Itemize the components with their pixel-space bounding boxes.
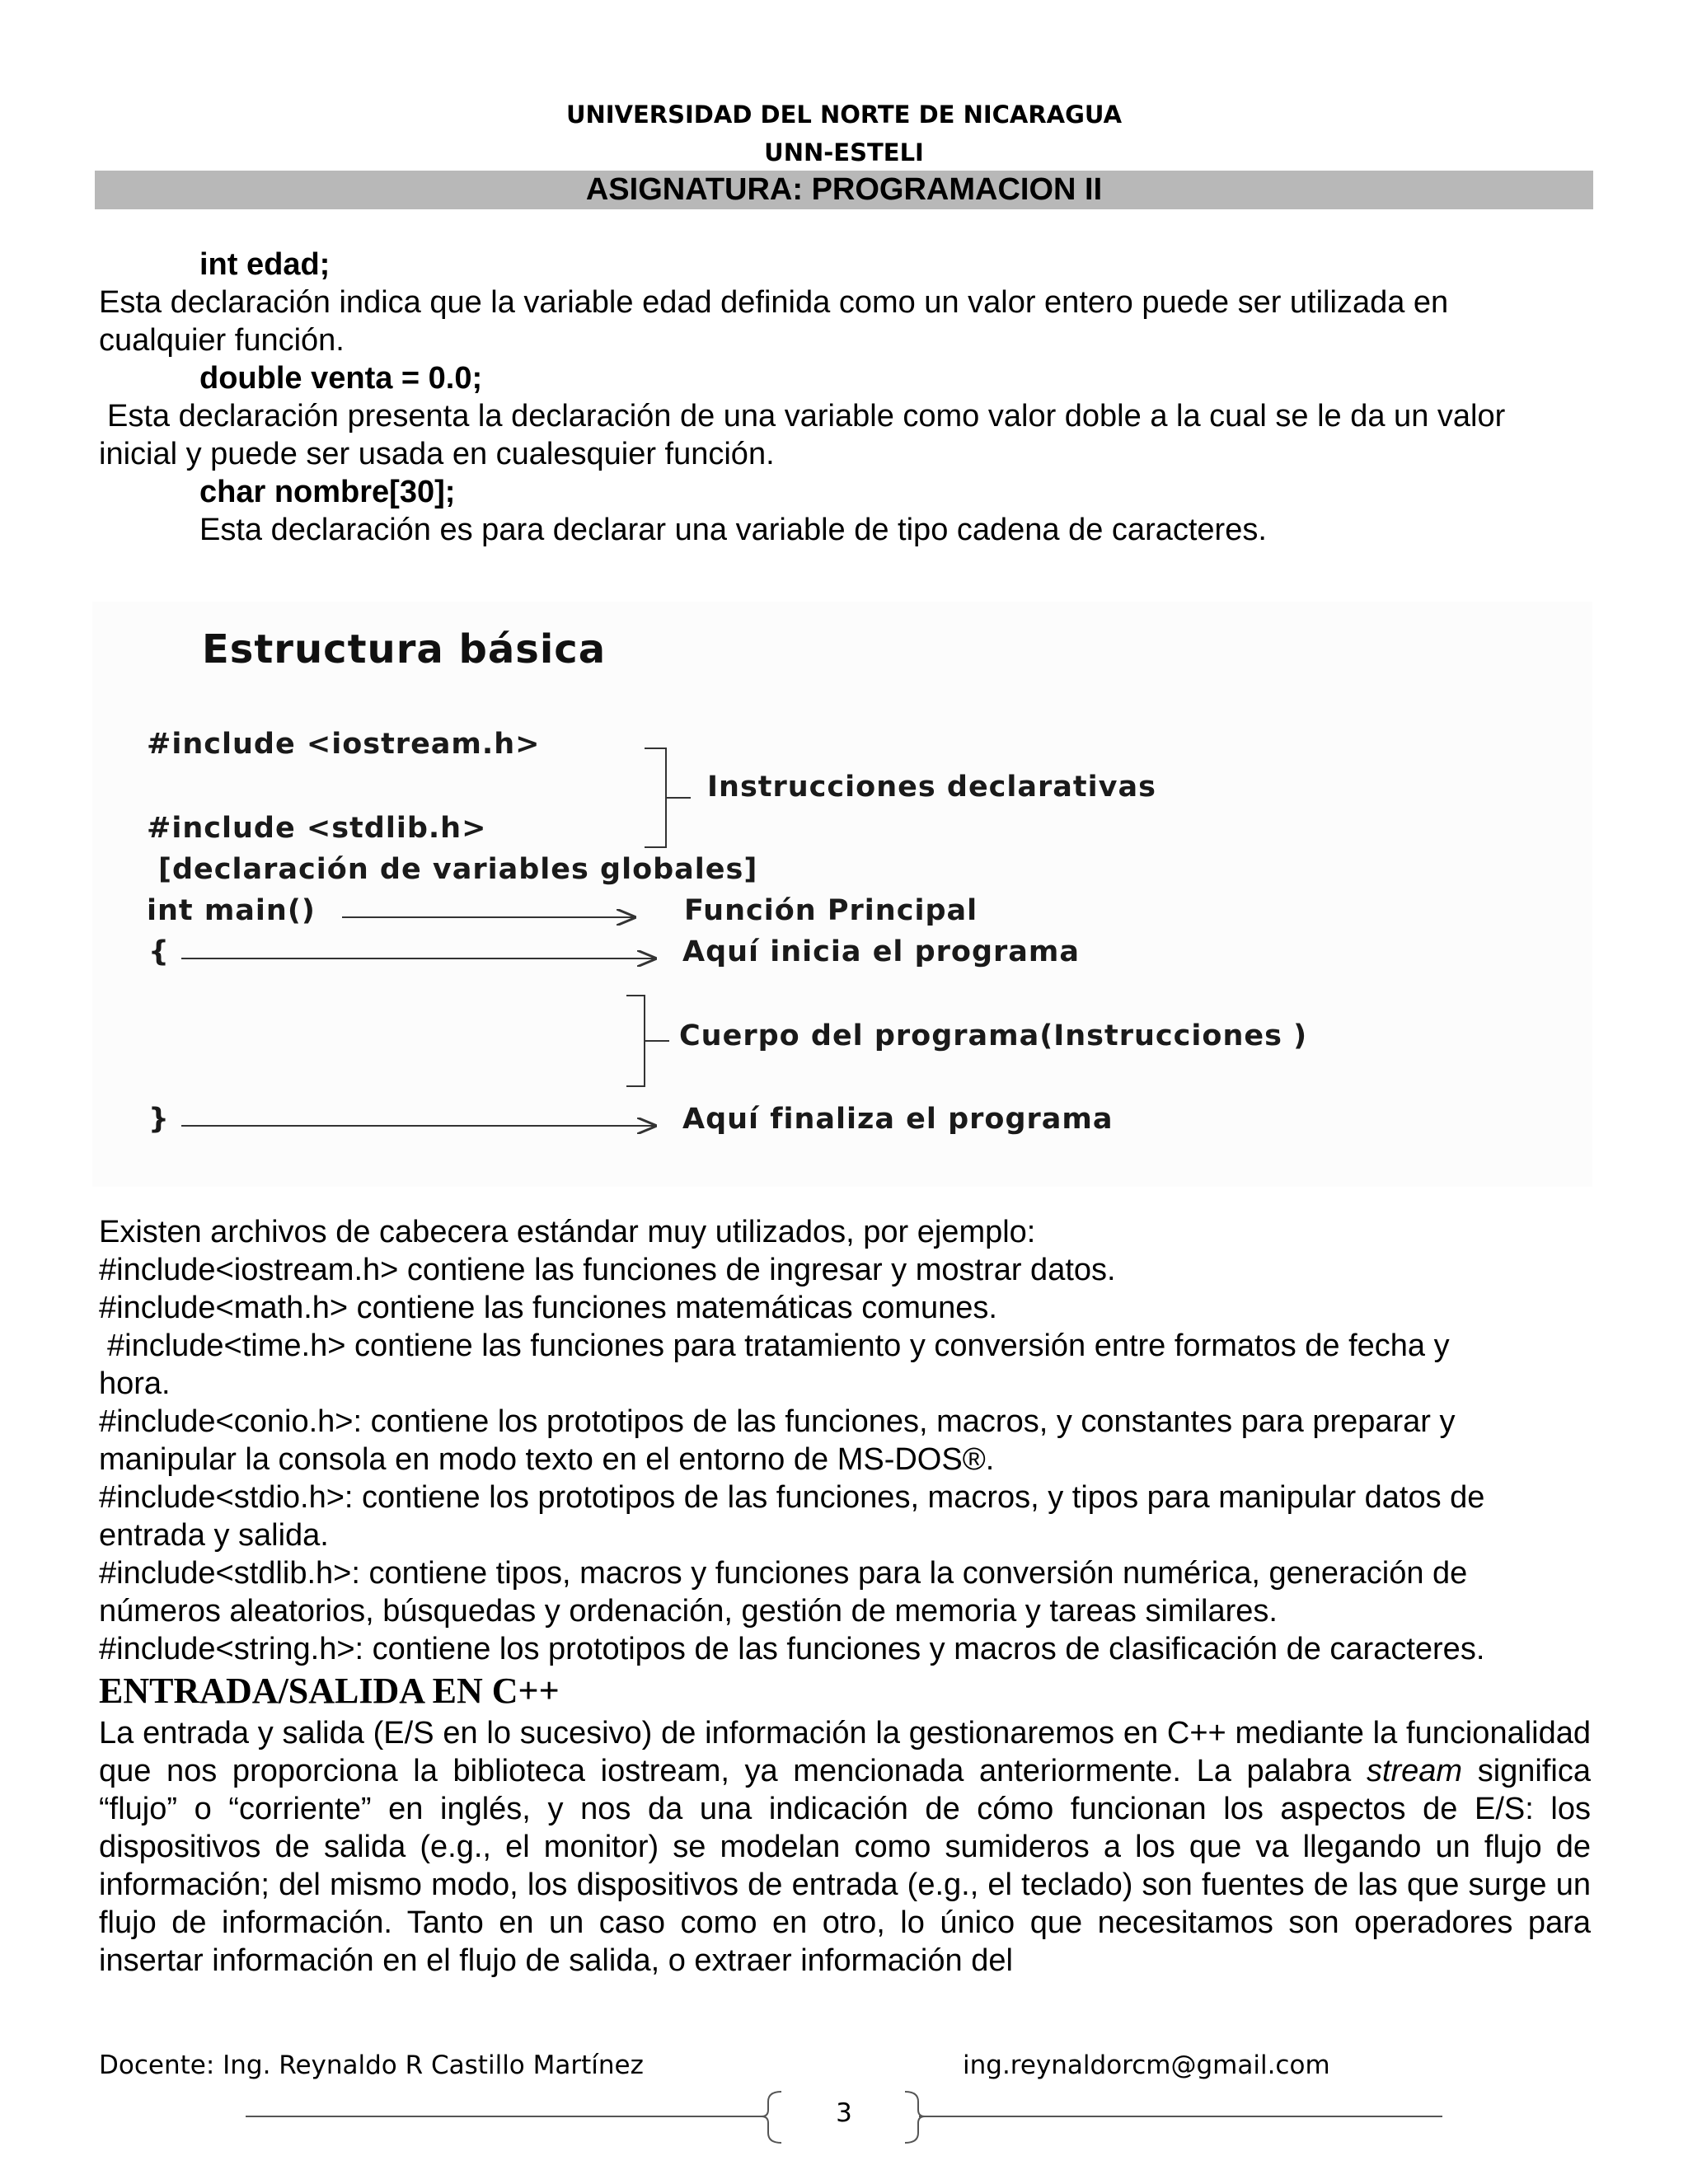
section-heading-entrada-salida: ENTRADA/SALIDA EN C++ [99,1671,560,1711]
header-stdlib-line1: #include<stdlib.h>: contiene tipos, macros y funciones para la conversión numérica, generación de [99,1556,1468,1591]
code-char-nombre: char nombre[30]; [199,475,456,509]
headers-intro: Existen archivos de cabecera estándar muy utilizados, por ejemplo: [99,1215,1036,1249]
desc-double-line2: inicial y puede ser usada en cualesquier función. [99,437,775,471]
diagram-int-main: int main() [147,894,316,927]
university-name: UNIVERSIDAD DEL NORTE DE NICARAGUA [565,101,1123,129]
code-double-venta: double venta = 0.0; [199,361,483,396]
bracket-declarativas [645,748,666,847]
diagram-connectors [0,602,1688,1195]
paragraph-part2: significa “flujo” o “corriente” en inglés, y nos da una indicación de cómo funcionan los aspectos de E/S: los dispositivos de salida (e.g., el monitor) se modelan como sumideros a los que va llegando un flujo de información; del mismo modo, los dispositivos de entrada (e.g., el teclado) son fuentes de las que surge un flujo de información. Tanto en un caso como en otro, lo único que necesitamos son operadores para insertar información en el flujo de salida, o extraer información del [99,1754,1592,1978]
header-files-section [99,1213,1591,1668]
diagram-label-cuerpo: Cuerpo del programa(Instrucciones ) [679,1019,1308,1052]
diagram-title: Estructura básica [202,626,607,673]
header-time-line2: hora. [99,1366,171,1401]
basic-structure-diagram [0,602,1688,1195]
diagram-label-funcion: Función Principal [684,894,978,927]
diagram-global-vars: [declaración de variables globales] [158,853,758,886]
code-int-edad: int edad; [199,247,331,282]
header-stdlib-line2: números aleatorios, búsquedas y ordenación, gestión de memoria y tareas similares. [99,1594,1278,1629]
diagram-open-brace: { [148,935,170,968]
diagram-label-declarativas: Instrucciones declarativas [707,771,1156,804]
right-curly-brace [905,2092,925,2143]
left-curly-brace [762,2092,781,2143]
entrada-salida-paragraph [99,1714,1591,1980]
declarations-section [99,246,1591,549]
page-number: 3 [836,2098,852,2128]
footer-email: ing.reynaldorcm@gmail.com [963,2050,1330,2080]
diagram-label-inicia: Aquí inicia el programa [682,935,1080,968]
header-iostream: #include<iostream.h> contiene las funciones de ingresar y mostrar datos. [99,1253,1116,1287]
header-time-line1: #include<time.h> contiene las funciones para tratamiento y conversión entre formatos de fecha y [107,1329,1450,1363]
desc-double-line1: Esta declaración presenta la declaración de una variable como valor doble a la cual se le da un valor [107,399,1506,434]
header-conio-line1: #include<conio.h>: contiene los prototipos de las funciones, macros, y constantes para preparar y [99,1404,1456,1439]
bracket-cuerpo [626,996,645,1086]
diagram-include-stdlib: #include <stdlib.h> [147,812,487,845]
header-stdio-line1: #include<stdio.h>: contiene los prototipos de las funciones, macros, y tipos para manipular datos de [99,1480,1485,1515]
footer-teacher: Docente: Ing. Reynaldo R Castillo Martínez [99,2050,644,2080]
diagram-include-iostream: #include <iostream.h> [147,728,541,761]
header-string: #include<string.h>: contiene los prototipos de las funciones y macros de clasificación de caracteres. [99,1632,1485,1666]
diagram-close-brace: } [148,1103,170,1136]
header-math: #include<math.h> contiene las funciones matemáticas comunes. [99,1291,997,1325]
desc-int-line2: cualquier función. [99,323,345,358]
desc-char: Esta declaración es para declarar una variable de tipo cadena de caracteres. [199,513,1267,547]
header-stdio-line2: entrada y salida. [99,1518,329,1553]
header-conio-line2: manipular la consola en modo texto en el entorno de MS-DOS®. [99,1442,995,1477]
subject-title-bar: ASIGNATURA: PROGRAMACION II [95,171,1593,209]
paragraph-part1: La entrada y salida (E/S en lo sucesivo) de información la gestionaremos en C++ mediante la funcionalidad que nos proporciona la biblioteca iostream, ya mencionada anteriormente. La palabra [99,1716,1591,1788]
diagram-label-finaliza: Aquí finaliza el programa [682,1103,1114,1136]
paragraph-italic-stream: stream [1366,1754,1463,1788]
desc-int-line1: Esta declaración indica que la variable edad definida como un valor entero puede ser utilizada en [99,285,1449,320]
campus-name: UNN-ESTELI [764,138,924,166]
